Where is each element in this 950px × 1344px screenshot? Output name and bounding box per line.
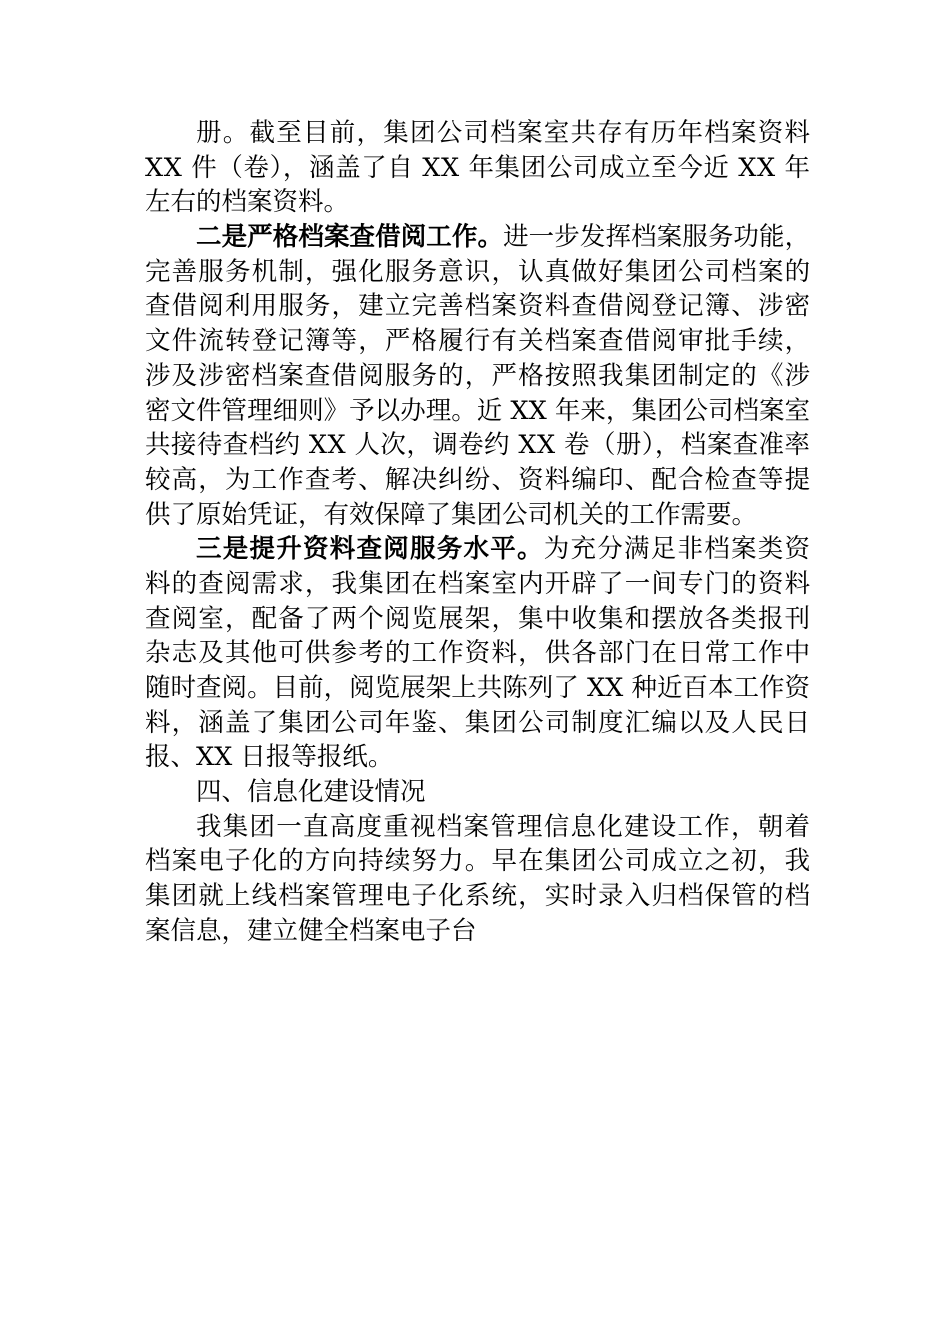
text-line <box>145 671 810 706</box>
line-text: 共接待查档约 XX 人次，调卷约 XX 卷（册），档案查准率 <box>145 430 811 461</box>
text-line <box>145 914 810 949</box>
document-body <box>145 116 810 949</box>
text-line <box>145 775 810 810</box>
line-text: 为充分满足非档案类资 <box>543 534 812 565</box>
text-line <box>145 428 810 463</box>
line-text: 查借阅利用服务，建立完善档案资料查借阅登记簿、涉密 <box>145 291 812 322</box>
line-text: 供了原始凭证，有效保障了集团公司机关的工作需要。 <box>145 499 758 530</box>
text-line <box>145 844 810 879</box>
paragraph-lead-heading: 二是严格档案查借阅工作。 <box>196 222 504 253</box>
text-line <box>145 636 810 671</box>
line-text: 杂志及其他可供参考的工作资料，供各部门在日常工作中 <box>145 638 812 669</box>
text-line <box>145 255 810 290</box>
line-text: 四、信息化建设情况 <box>196 777 426 808</box>
line-text: 查阅室，配备了两个阅览展架，集中收集和摆放各类报刊 <box>145 603 812 634</box>
text-line <box>145 706 810 741</box>
line-text: 档案电子化的方向持续努力。早在集团公司成立之初，我 <box>145 846 812 877</box>
text-line <box>145 532 810 567</box>
text-line <box>145 394 810 429</box>
line-text: 涉及涉密档案查借阅服务的，严格按照我集团制定的《涉 <box>145 360 812 391</box>
line-text: 我集团一直高度重视档案管理信息化建设工作，朝着 <box>196 811 812 842</box>
text-line <box>145 359 810 394</box>
text-line <box>145 151 810 186</box>
text-line <box>145 498 810 533</box>
line-text: 案信息，建立健全档案电子台 <box>145 915 477 946</box>
line-text: 集团就上线档案管理电子化系统，实时录入归档保管的档 <box>145 881 812 912</box>
text-line <box>145 810 810 845</box>
line-text: 进一步发挥档案服务功能， <box>503 222 811 253</box>
line-text: 文件流转登记簿等，严格履行有关档案查借阅审批手续， <box>145 326 812 357</box>
line-text: 左右的档案资料。 <box>145 187 350 218</box>
text-line <box>145 324 810 359</box>
line-text: 较高，为工作查考、解决纠纷、资料编印、配合检查等提 <box>145 464 812 495</box>
line-text: 随时查阅。目前，阅览展架上共陈列了 XX 种近百本工作资 <box>145 673 811 703</box>
text-line <box>145 879 810 914</box>
line-text: 密文件管理细则》予以办理。近 XX 年来，集团公司档案室 <box>145 395 811 426</box>
line-text: 料，涵盖了集团公司年鉴、集团公司制度汇编以及人民日 <box>145 707 812 738</box>
paragraph-lead-heading: 三是提升资料查阅服务水平。 <box>196 534 544 565</box>
text-line <box>145 116 810 151</box>
text-line <box>145 463 810 498</box>
text-line <box>145 185 810 220</box>
text-line <box>145 602 810 637</box>
line-text: XX 件（卷），涵盖了自 XX 年集团公司成立至今近 XX 年 <box>145 152 811 183</box>
line-text: 报、XX 日报等报纸。 <box>145 742 394 773</box>
text-line <box>145 289 810 324</box>
line-text: 完善服务机制，强化服务意识，认真做好集团公司档案的 <box>145 256 812 287</box>
line-text: 册。截至目前，集团公司档案室共存有历年档案资料 <box>196 118 812 148</box>
text-line <box>145 740 810 775</box>
text-line <box>145 220 810 255</box>
text-line <box>145 567 810 602</box>
line-text: 料的查阅需求，我集团在档案室内开辟了一间专门的资料 <box>145 568 812 599</box>
